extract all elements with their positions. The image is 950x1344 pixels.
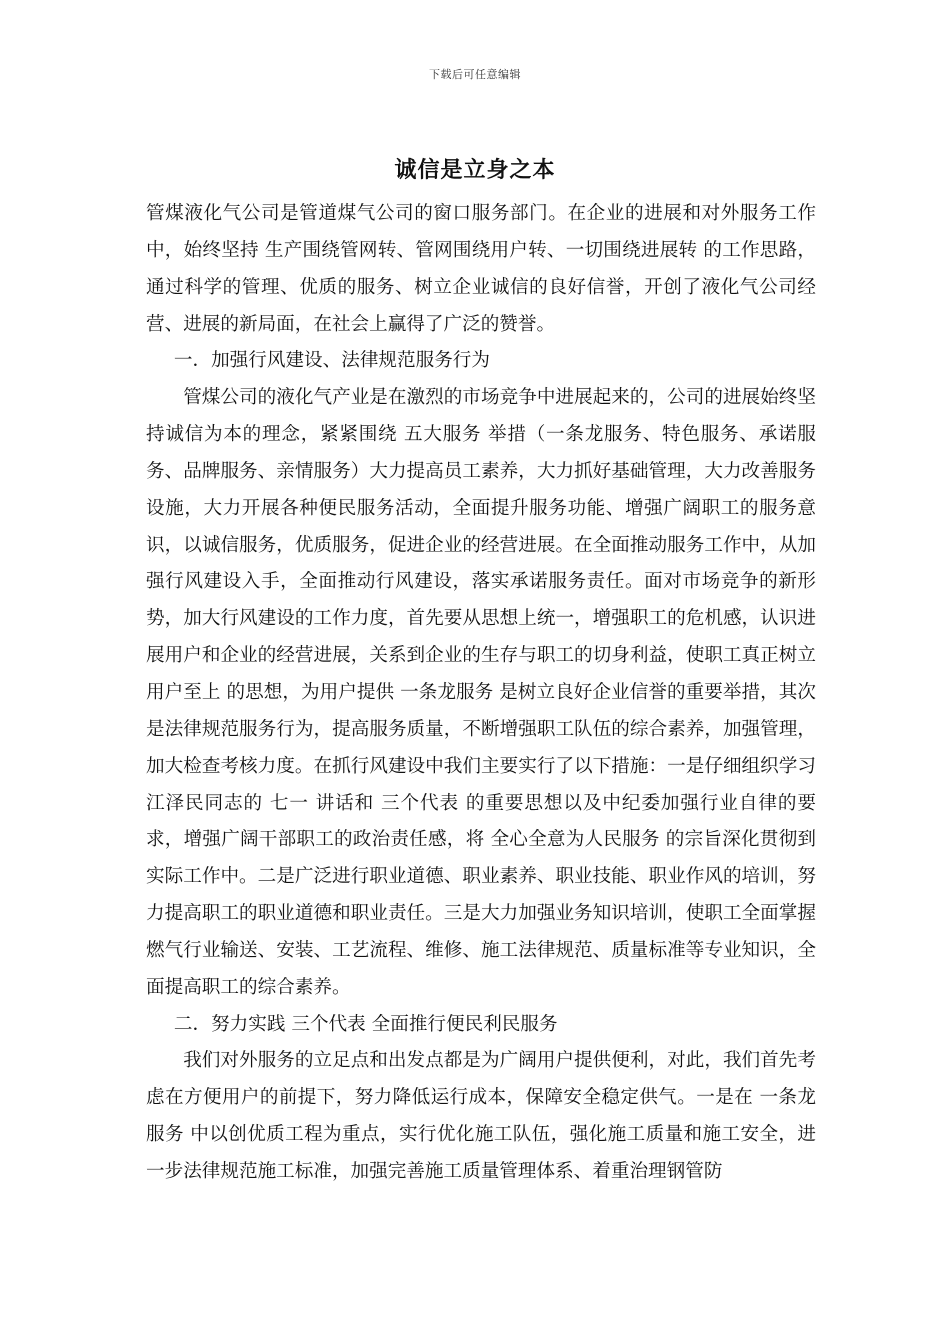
section-2-paragraph: 我们对外服务的立足点和出发点都是为广阔用户提供便利，对此，我们首先考虑在方便用户的前提下，努力降低运行成本，保障安全稳定供气。一是在 一条龙服务 中以创优质工程为重点，实行优化施工队伍，强化施工质量和施工安全，进一步法律规范施工标准，加强完善施工质量管理体系、着重治理钢管防: [146, 1050, 816, 1182]
document-body: [146, 196, 816, 1191]
intro-paragraph: 管煤液化气公司是管道煤气公司的窗口服务部门。在企业的进展和对外服务工作中，始终坚持 生产围绕管网转、管网围绕用户转、一切围绕进展转 的工作思路，通过科学的管理、优质的服务、树立企业诚信的良好信誉，开创了液化气公司经营、进展的新局面，在社会上赢得了广泛的赞誉。: [146, 203, 816, 335]
header-note: 下载后可任意编辑: [429, 68, 521, 81]
document-title: 诚信是立身之本: [394, 157, 556, 183]
section-2-heading: 二．努力实践 三个代表 全面推行便民利民服务: [173, 1013, 558, 1035]
section-1-heading: 一．加强行风建设、法律规范服务行为: [173, 350, 490, 372]
section-1-paragraph: 管煤公司的液化气产业是在激烈的市场竞争中进展起来的，公司的进展始终坚持诚信为本的理念，紧紧围绕 五大服务 举措（一条龙服务、特色服务、承诺服务、品牌服务、亲情服务）大力提高员工素养，大力抓好基础管理，大力改善服务设施，大力开展各种便民服务活动，全面提升服务功能、增强广阔职工的服务意识，以诚信服务，优质服务，促进企业的经营进展。在全面推动服务工作中，从加强行风建设入手，全面推动行风建设，落实承诺服务责任。面对市场竞争的新形势，加大行风建设的工作力度，首先要从思想上统一，增强职工的危机感，认识进展用户和企业的经营进展，关系到企业的生存与职工的切身利益，使职工真正树立 用户至上 的思想，为用户提供 一条龙服务 是树立良好企业信誉的重要举措，其次是法律规范服务行为，提高服务质量，不断增强职工队伍的综合素养，加强管理，加大检查考核力度。在抓行风建设中我们主要实行了以下措施：一是仔细组织学习江泽民同志的 七一 讲话和 三个代表 的重要思想以及中纪委加强行业自律的要求，增强广阔干部职工的政治责任感，将 全心全意为人民服务 的宗旨深化贯彻到实际工作中。二是广泛进行职业道德、职业素养、职业技能、职业作风的培训，努力提高职工的职业道德和职业责任。三是大力加强业务知识培训，使职工全面掌握燃气行业输送、安装、工艺流程、维修、施工法律规范、质量标准等专业知识，全面提高职工的综合素养。: [146, 387, 816, 998]
